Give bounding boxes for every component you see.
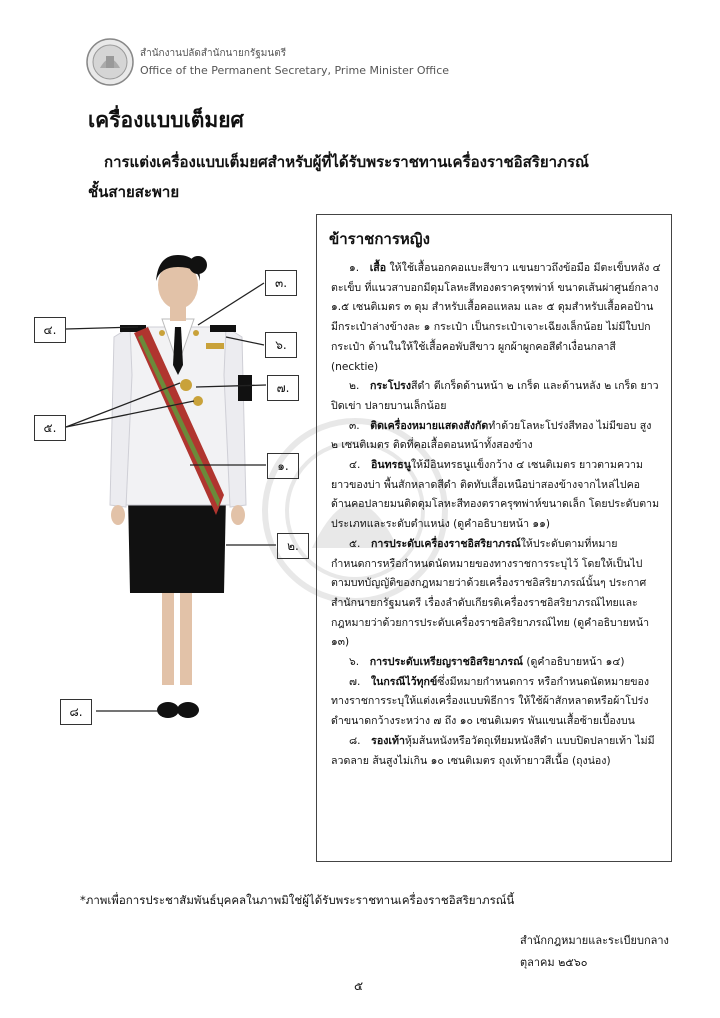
item-term: รองเท้า: [371, 734, 405, 747]
item-text: (ดูคำอธิบายหน้า ๑๔): [522, 656, 625, 669]
list-item: [331, 259, 661, 377]
item-number: ๓.: [349, 419, 360, 432]
list-item: [331, 417, 661, 456]
signature-office: สำนักกฎหมายและระเบียบกลาง: [520, 934, 669, 947]
item-number: ๘.: [349, 734, 361, 747]
footnote: *ภาพเพื่อการประชาสัมพันธ์บุคคลในภาพมิใช่ผู้ได้รับพระราชทานเครื่องราชอิสริยาภรณ์นี้: [80, 893, 515, 907]
item-text: ซึ่งมีหมายกำหนดการ หรือกำหนดนัดหมายของทางราชการระบุให้แต่งเครื่องแบบพิธีการ ให้ใช้ผ้าสักหลาดหรือผ้าโปร่งดำขนาดกว้างระหว่าง ๗ ถึง ๑๐ เซนติเมตร พันแขนเสื้อซ้ายเบื้องบน: [331, 675, 650, 728]
list-item: [331, 456, 661, 535]
item-term: อินทรธนู: [370, 459, 411, 472]
item-number: ๗.: [349, 675, 361, 688]
item-term: กระโปรง: [369, 380, 412, 393]
item-number: ๒.: [349, 380, 360, 393]
callout-line-3: [198, 283, 264, 325]
signature-date: ตุลาคม ๒๕๖๐: [520, 956, 588, 969]
callout-label-8: ๘.: [60, 699, 92, 725]
callout-label-2: ๒.: [277, 533, 309, 559]
callout-label-7: ๗.: [267, 375, 299, 401]
callout-label-5: ๕.: [34, 415, 66, 441]
box-heading: ข้าราชการหญิง: [329, 230, 430, 248]
item-number: ๑.: [349, 262, 360, 274]
item-text: ให้ใช้เสื้อนอกคอแบะสีขาว แขนยาวถึงข้อมือ มีตะเข็บหลัง ๔ ตะเข็บ ที่แนวสาบอกมีดุมโลหะสีทองตราครุฑพ่าห์ ขนาดเส้นผ่าศูนย์กลาง ๑.๕ เซนติเมตร ๓ ดุม สำหรับเสื้อคอแหลม และ ๕ ดุมสำหรับเสื้อคอป้าน มีกระเป๋าล่างข้างละ ๑ กระเป๋า เป็นกระเป๋าเจาะเฉียงเล็กน้อย ไม่มีใบปกกระเป๋า ด้านในให้ใช้เสื้อคอพับสีขาว ผูกผ้าผูกคอสีดำเงื่อนกลาสี (necktie): [331, 262, 661, 373]
callout-label-6: ๖.: [265, 332, 297, 358]
item-text: ให้มีอินทรธนูแข็งกว้าง ๔ เซนติเมตร ยาวตามความยาวของบ่า พื้นสักหลาดสีดำ ติดทับเสื้อเหนือบ่าสองข้างจากไหล่ไปคอ ด้านคอปลายมนติดดุมโลหะสีทองตราครุฑพ่าห์ขนาดเล็ก โดยประดับตามประเภทและระดับตำแหน่ง (ดูคำอธิบายหน้า ๑๑): [331, 459, 660, 531]
item-term: การประดับเครื่องราชอิสริยาภรณ์: [370, 537, 521, 550]
item-number: ๖.: [349, 656, 360, 669]
office-seal-logo: [86, 38, 134, 86]
org-name-english: Office of the Permanent Secretary, Prime Minister Office: [140, 64, 450, 77]
callout-label-4: ๔.: [34, 317, 66, 343]
list-item: [331, 732, 661, 771]
list-item: [331, 377, 661, 416]
item-text: สีดำ ตีเกร็ดด้านหน้า ๒ เกร็ด และด้านหลัง ๒ เกร็ด ยาวปิดเข่า ปลายบานเล็กน้อย: [331, 380, 659, 412]
item-term: การประดับเหรียญราชอิสริยาภรณ์: [369, 656, 523, 669]
subtitle-line-1: การแต่งเครื่องแบบเต็มยศสำหรับผู้ที่ได้รับพระราชทานเครื่องราชอิสริยาภรณ์: [104, 153, 589, 171]
list-item: [331, 535, 661, 653]
subtitle-line-2: ชั้นสายสะพาย: [88, 183, 180, 201]
item-term: ในกรณีไว้ทุกข์: [370, 675, 438, 688]
callout-label-3: ๓.: [265, 270, 297, 296]
item-term: เสื้อ: [369, 262, 387, 274]
item-number: ๔.: [349, 459, 361, 472]
item-text: ให้ประดับตามที่หมายกำหนดการหรือกำหนดนัดหมายของทางราชการระบุไว้ โดยให้เป็นไปตามบทบัญญัติของกฎหมายว่าด้วยเครื่องราชอิสริยาภรณ์นั้นๆ ประกาศสำนักนายกรัฐมนตรี เรื่องลำดับเกียรติเครื่องราชอิสริยาภรณ์ไทยและกฎหมายว่าด้วยการประดับเครื่องราชอิสริยาภรณ์ไทย (ดูคำอธิบายหน้า ๑๓): [331, 537, 650, 649]
item-text: ทำด้วยโลหะโปร่งสีทอง ไม่มีขอบ สูง ๒ เซนติเมตร ติดที่คอเสื้อตอนหน้าทั้งสองข้าง: [331, 419, 652, 452]
list-item: [331, 673, 661, 732]
description-box: [316, 214, 672, 862]
list-item: [331, 653, 661, 673]
item-term: ติดเครื่องหมายแสดงสังกัด: [370, 419, 489, 432]
item-text: หุ้มส้นหนังหรือวัตถุเทียมหนังสีดำ แบบปิดปลายเท้า ไม่มีลวดลาย ส้นสูงไม่เกิน ๑๐ เซนติเมตร ถุงเท้ายาวสีเนื้อ (ถุงน่อง): [331, 734, 655, 767]
item-list: [331, 259, 661, 771]
callout-label-1: ๑.: [267, 453, 299, 479]
org-name-thai: สำนักงานปลัดสำนักนายกรัฐมนตรี: [140, 48, 287, 59]
page-number: ๕: [354, 979, 364, 993]
page-title: เครื่องแบบเต็มยศ: [88, 108, 244, 132]
item-number: ๕.: [349, 537, 361, 550]
